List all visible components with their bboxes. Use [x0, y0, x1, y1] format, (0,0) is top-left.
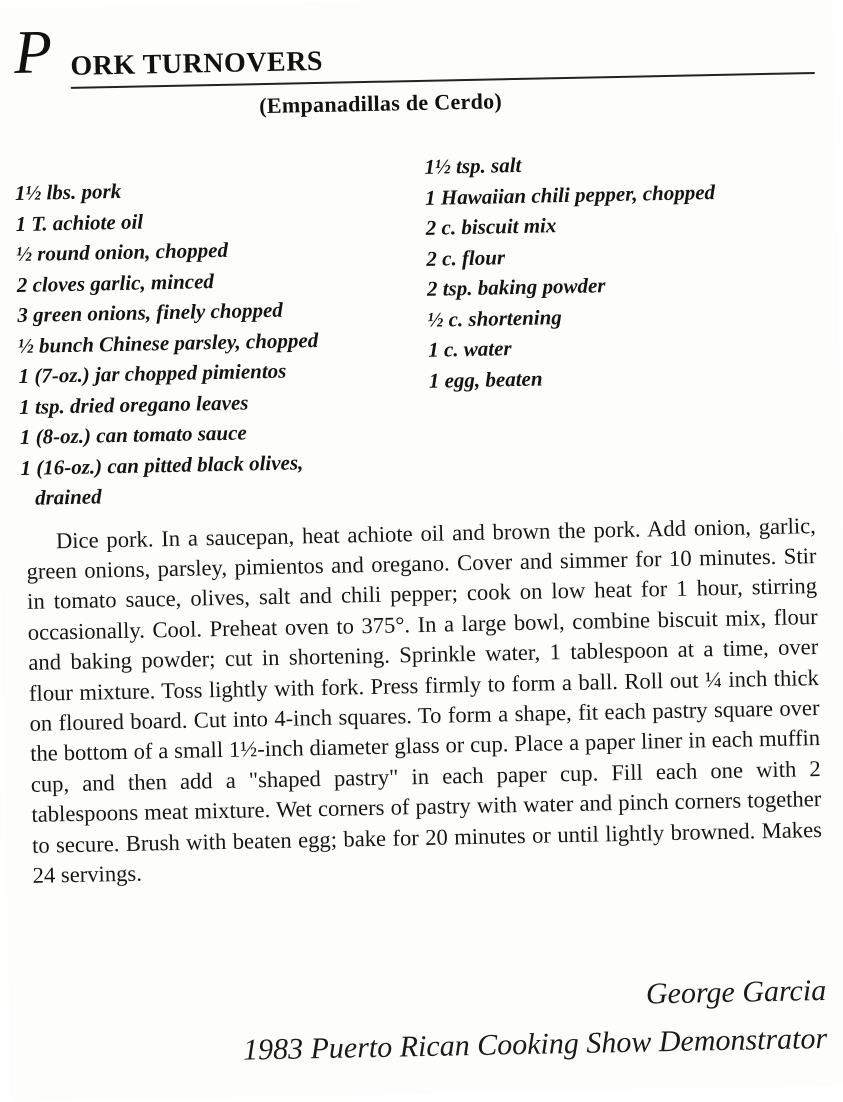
recipe-title [14, 10, 815, 96]
recipe-directions: Dice pork. In a saucepan, heat achiote oil and brown the pork. Add onion, garlic, green onions, parsley, pimientos and oregano. Cover and simmer for 10 minutes. Stir in tomato sauce, olives, salt and chili pepper; cook on low heat for 1 hour, stirring occasionally. Cool. Preheat oven to 375°. In a large bowl, combine biscuit mix, flour and baking powder; cut in shortening. Sprinkle water, 1 tablespoon at a time, over flour mixture. Toss lightly with fork. Press firmly to form a ball. Roll out ¼ inch thick on floured board. Cut into 4-inch squares. To form a shape, fit each pastry square over the bottom of a small 1½-inch diameter glass or cup. Place a paper liner in each muffin cup, and then add a "shaped pastry" in each paper cup. Fill each one with 2 tablespoons meat mixture. Wet corners of pastry with water and pinch corners together to secure. Brush with beaten egg; bake for 20 minutes or until lightly browned. Makes 24 servings. [26, 512, 823, 888]
author-credit: 1983 Puerto Rican Cooking Show Demonstrator [242, 1021, 828, 1067]
recipe-subtitle: (Empanadillas de Cerdo) [258, 88, 503, 119]
ingredient-item: 1 tsp. dried oregano leaves [18, 389, 249, 419]
ingredient-item: 1 Hawaiian chili pepper, chopped [424, 179, 716, 210]
title-initial-letter: P [13, 18, 51, 88]
ingredient-item: ½ bunch Chinese parsley, chopped [17, 327, 319, 358]
ingredient-item: 1 c. water [427, 336, 512, 362]
ingredient-item: 3 green onions, finely chopped [17, 297, 284, 328]
ingredients-list-left [15, 170, 412, 513]
ingredient-item: 2 tsp. baking powder [426, 273, 606, 301]
ingredients-list-right [424, 144, 819, 396]
ingredient-item: 1 (8-oz.) can tomato sauce [19, 420, 247, 450]
ingredient-item: 1½ tsp. salt [424, 152, 522, 179]
ingredient-item: 1½ lbs. pork [14, 178, 122, 206]
ingredient-item: 2 c. flour [426, 244, 506, 271]
ingredient-item: 2 c. biscuit mix [425, 213, 557, 240]
title-text: ORK TURNOVERS [70, 45, 324, 82]
recipe-author: George Garcia [645, 973, 827, 1011]
ingredient-item: 2 cloves garlic, minced [16, 268, 215, 297]
ingredient-item: ½ round onion, chopped [15, 237, 229, 267]
ingredient-item-continuation: drained [34, 484, 102, 510]
ingredient-item: ½ c. shortening [427, 304, 562, 332]
ingredient-item: 1 (7-oz.) jar chopped pimientos [18, 358, 287, 389]
ingredient-item: 1 T. achiote oil [15, 208, 144, 236]
ingredient-item: 1 (16-oz.) can pitted black olives, [20, 449, 304, 480]
ingredient-item: 1 egg, beaten [428, 366, 543, 393]
